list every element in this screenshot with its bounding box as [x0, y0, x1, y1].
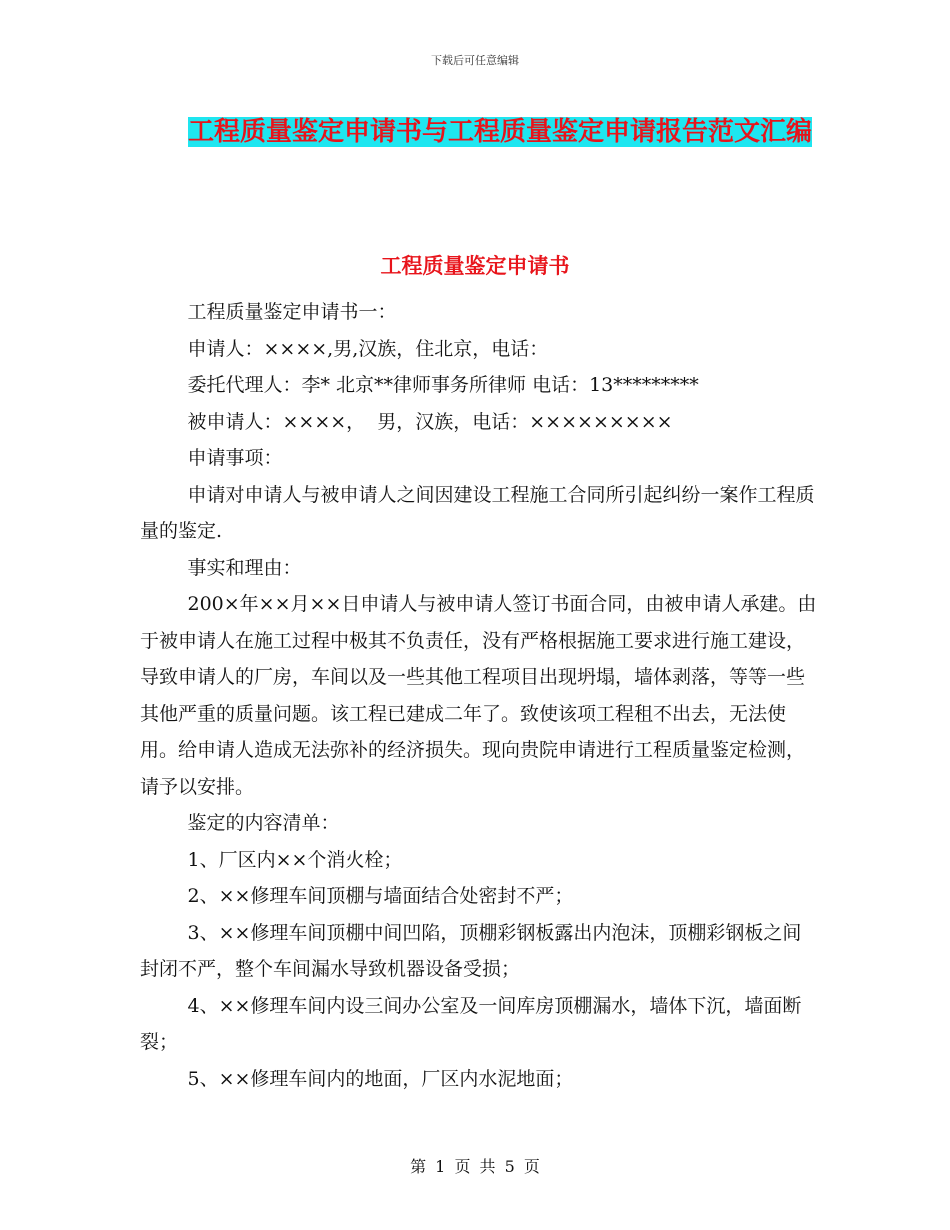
paragraph-list-heading: 鉴定的内容清单：	[187, 812, 340, 834]
document-title-text: 工程质量鉴定申请书与工程质量鉴定申请报告范文汇编	[187, 117, 812, 147]
paragraph-intro: 工程质量鉴定申请书一：	[187, 301, 397, 323]
section-title: 工程质量鉴定申请书	[380, 254, 570, 278]
paragraph-applicant: 申请人：××××,男,汉族，住北京，电话：	[187, 337, 549, 360]
paragraph-facts: 200×年××月××日申请人与被申请人签订书面合同，由被申请人承建。由于被申请人在施工过程中极其不负责任，没有严格根据施工要求进行施工建设，导致申请人的厂房，车间以及一些其他工程项目出现坍塌，墙体剥落，等等一些其他严重的质量问题。该工程已建成二年了。致使该项工程租不出去，无法使用。给申请人造成无法弥补的经济损失。现向贵院申请进行工程质量鉴定检测，请予以安排。	[140, 593, 817, 798]
page-footer: 第 1 页 共 5 页	[410, 1157, 540, 1176]
list-item: 1、厂区内××个消火栓；	[187, 848, 403, 871]
document-body	[140, 294, 820, 1097]
list-item: 5、××修理车间内的地面，厂区内水泥地面；	[187, 1067, 574, 1090]
list-item: 4、××修理车间内设三间办公室及一间库房顶棚漏水，墙体下沉，墙面断裂；	[140, 994, 802, 1053]
paragraph-facts-heading: 事实和理由：	[187, 556, 302, 579]
list-item: 2、××修理车间顶棚与墙面结合处密封不严；	[187, 885, 574, 907]
paragraph-matters: 申请对申请人与被申请人之间因建设工程施工合同所引起纠纷一案作工程质量的鉴定.	[140, 483, 815, 542]
list-item: 3、××修理车间顶棚中间凹陷，顶棚彩钢板露出内泡沫，顶棚彩钢板之间封闭不严，整个车间漏水导致机器设备受损；	[140, 921, 802, 980]
paragraph-respondent: 被申请人：××××， 男，汉族，电话：×××××××××	[187, 410, 673, 433]
document-title	[140, 110, 860, 154]
paragraph-matters-heading: 申请事项：	[187, 447, 283, 469]
paragraph-agent: 委托代理人：李* 北京**律师事务所律师 电话：13*********	[187, 374, 699, 396]
page-header-note: 下载后可任意编辑	[431, 54, 519, 67]
